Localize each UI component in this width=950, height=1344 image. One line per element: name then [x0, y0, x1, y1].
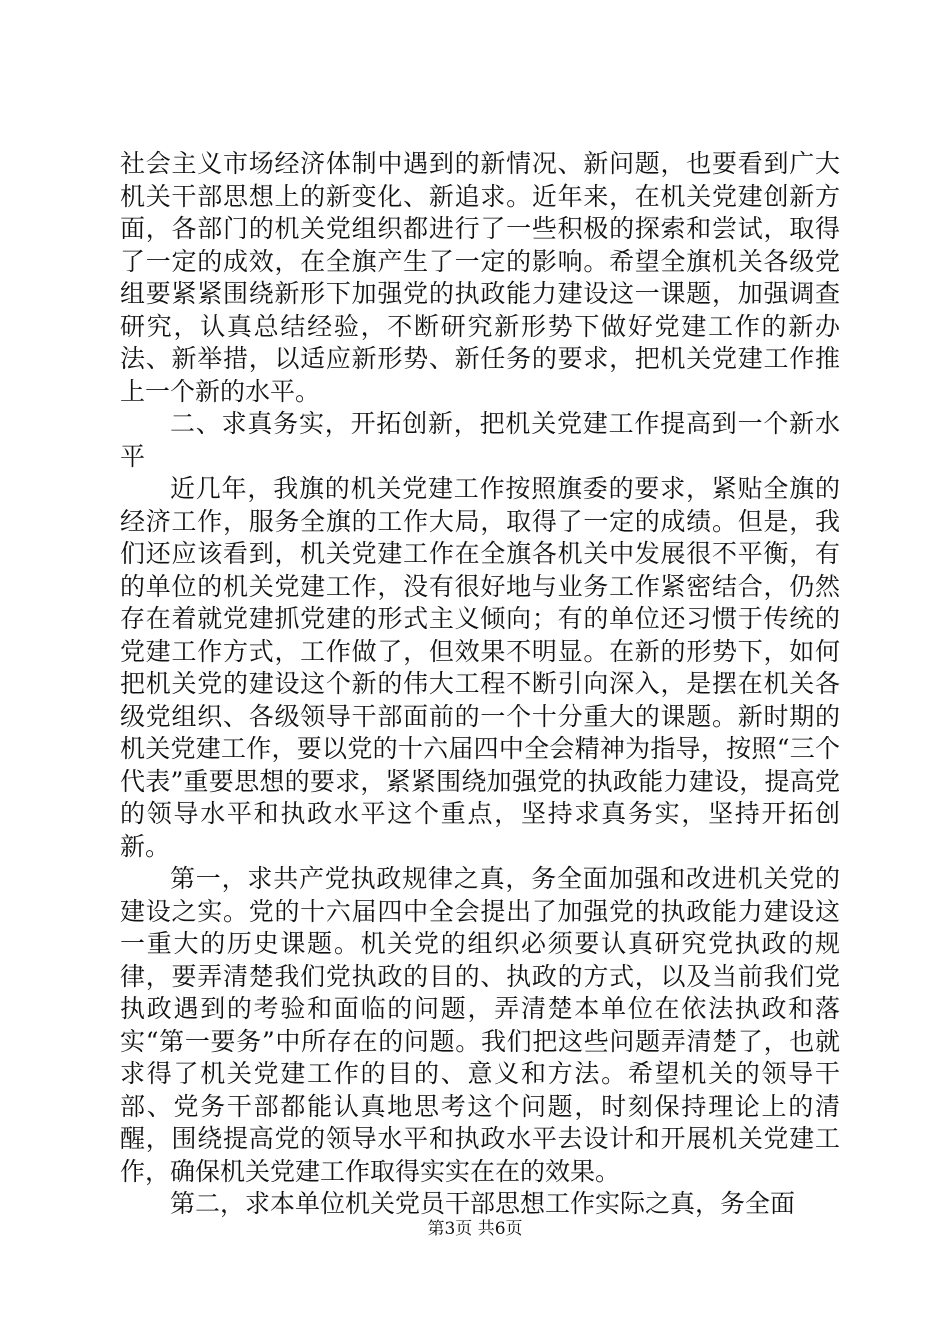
body-text — [120, 148, 840, 1221]
page-footer: 第3页 共6页 — [427, 1219, 523, 1239]
paragraph: 第二，求本单位机关党员干部思想工作实际之真，务全面 — [170, 1189, 796, 1218]
paragraph-continued: 社会主义市场经济体制中遇到的新情况、新问题，也要看到广大机关干部思想上的新变化、新追求。近年来，在机关党建创新方面，各部门的机关党组织都进行了一些积极的探索和尝试，取得了一定的成效，在全旗产生了一定的影响。希望全旗机关各级党组要紧紧围绕新形下加强党的执政能力建设这一课题，加强调查研究，认真总结经验，不断研究新形势下做好党建工作的新办法、新举措，以适应新形势、新任务的要求，把机关党建工作推上一个新的水平。 — [120, 149, 840, 406]
paragraph: 近几年，我旗的机关党建工作按照旗委的要求，紧贴全旗的经济工作，服务全旗的工作大局，取得了一定的成绩。但是，我们还应该看到，机关党建工作在全旗各机关中发展很不平衡，有的单位的机关党建工作，没有很好地与业务工作紧密结合，仍然存在着就党建抓党建的形式主义倾向；有的单位还习惯于传统的党建工作方式，工作做了，但效果不明显。在新的形势下，如何把机关党的建设这个新的伟大工程不断引向深入，是摆在机关各级党组织、各级领导干部面前的一个十分重大的课题。新时期的机关党建工作，要以党的十六届四中全会精神为指导，按照“三个代表”重要思想的要求，紧紧围绕加强党的执政能力建设，提高党的领导水平和执政水平这个重点，坚持求真务实，坚持开拓创新。 — [120, 474, 840, 861]
section-heading: 二、求真务实，开拓创新，把机关党建工作提高到一个新水平 — [120, 409, 840, 471]
paragraph: 第一，求共产党执政规律之真，务全面加强和改进机关党的建设之实。党的十六届四中全会提出了加强党的执政能力建设这一重大的历史课题。机关党的组织必须要认真研究党执政的规律，要弄清楚我们党执政的目的、执政的方式，以及当前我们党执政遇到的考验和面临的问题，弄清楚本单位在依法执政和落实“第一要务”中所存在的问题。我们把这些问题弄清楚了，也就求得了机关党建工作的目的、意义和方法。希望机关的领导干部、党务干部都能认真地思考这个问题，时刻保持理论上的清醒，围绕提高党的领导水平和执政水平去设计和开展机关党建工作，确保机关党建工作取得实实在在的效果。 — [120, 864, 840, 1186]
